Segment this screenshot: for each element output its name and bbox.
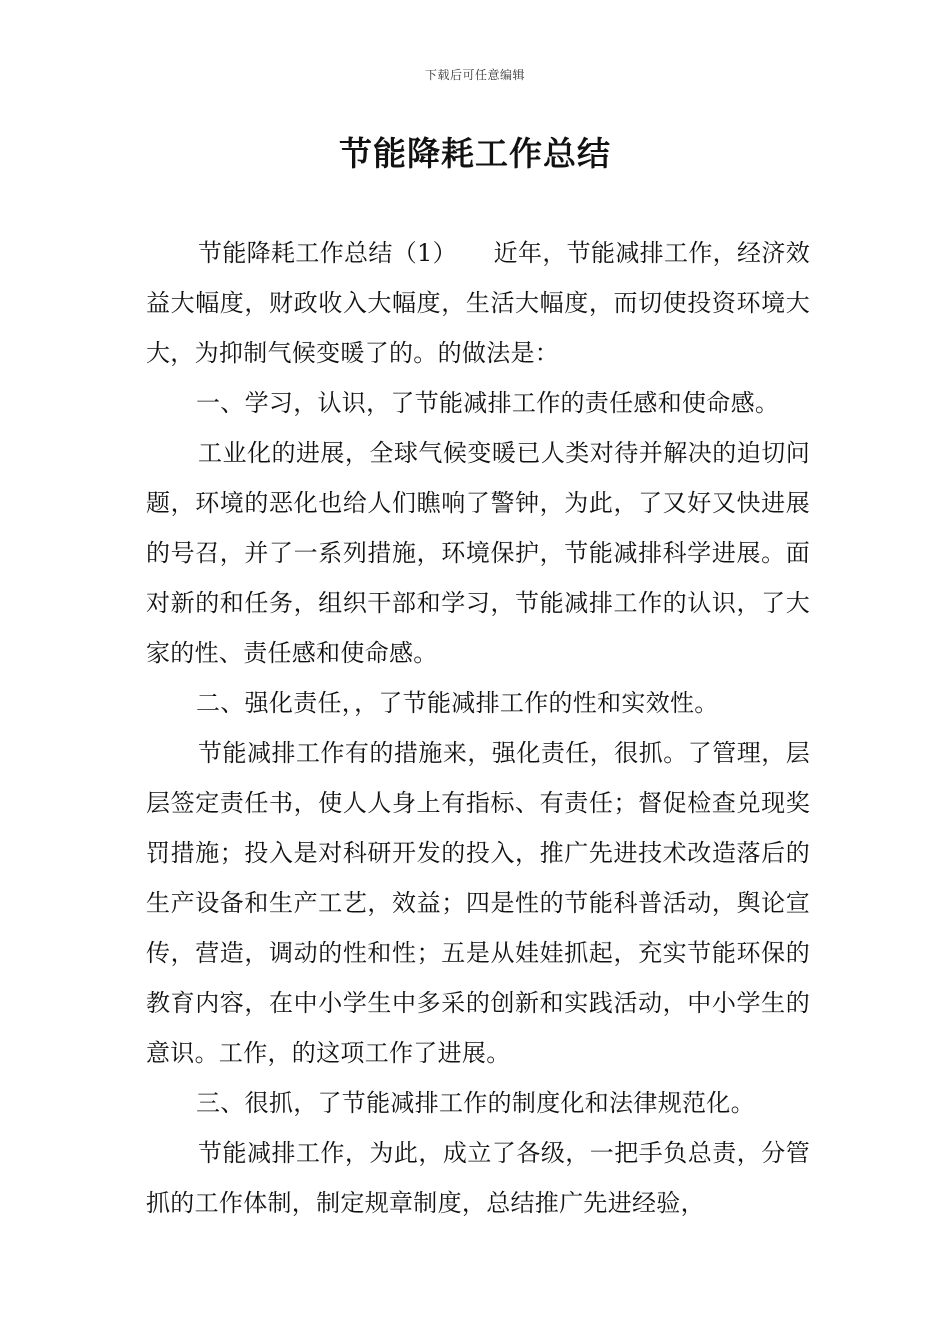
paragraph-section-3: 节能减排工作，为此，成立了各级，一把手负总责，分管抓的工作体制，制定规章制度，总结推广先进经验，	[146, 1139, 810, 1217]
paragraph-section-1: 工业化的进展，全球气候变暖已人类对待并解决的迫切问题，环境的恶化也给人们瞧响了警钟，为此，了又好又快进展的号召，并了一系列措施，环境保护，节能减排科学进展。面对新的和任务，组织干部和学习，节能减排工作的认识，了大家的性、责任感和使命感。	[146, 439, 810, 667]
header-note: 下载后可任意编辑	[424, 68, 525, 82]
section-heading-3: 三、很抓，了节能减排工作的制度化和法律规范化。	[196, 1089, 755, 1117]
document-body	[146, 228, 810, 1228]
document-title: 节能降耗工作总结	[339, 134, 611, 173]
paragraph-section-2: 节能减排工作有的措施来，强化责任，很抓。了管理，层层签定责任书，使人人身上有指标、有责任；督促检查兑现奖罚措施；投入是对科研开发的投入，推广先进技术改造落后的生产设备和生产工艺，效益；四是性的节能科普活动，舆论宣传，营造，调动的性和性；五是从娃娃抓起，充实节能环保的教育内容，在中小学生中多采的创新和实践活动，中小学生的意识。工作，的这项工作了进展。	[146, 739, 810, 1067]
section-heading-1: 一、学习，认识，了节能减排工作的责任感和使命感。	[196, 389, 780, 417]
section-heading-2: 二、强化责任，，了节能减排工作的性和实效性。	[196, 689, 719, 717]
paragraph-intro: 节能降耗工作总结（1） 近年，节能减排工作，经济效益大幅度，财政收入大幅度，生活大幅度，而切使投资环境大大，为抑制气候变暖了的。的做法是：	[146, 239, 810, 367]
